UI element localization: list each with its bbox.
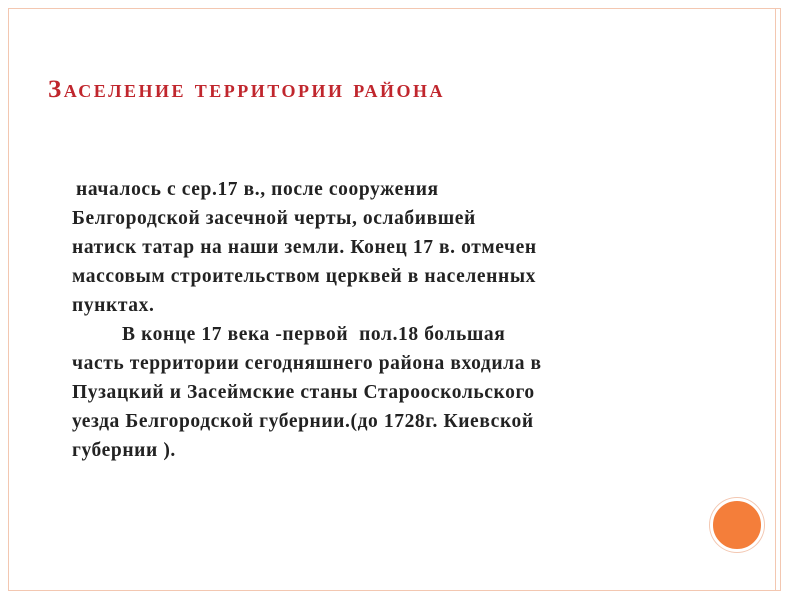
paragraph-1 xyxy=(72,175,712,320)
accent-circle xyxy=(710,498,764,552)
paragraph-2-line: губернии ). xyxy=(72,440,176,461)
slide-body xyxy=(72,175,712,465)
paragraph-1-line: массовым строительством церквей в населенных xyxy=(72,266,536,287)
paragraph-2 xyxy=(72,320,712,465)
paragraph-1-line: пунктах. xyxy=(72,295,155,316)
paragraph-1-line: Белгородской засечной черты, ослабившей xyxy=(72,208,476,229)
paragraph-1-line: началось с сер.17 в., после сооружения xyxy=(76,179,439,200)
paragraph-2-line: часть территории сегодняшнего района входила в xyxy=(72,353,542,374)
slide-title: Заселение территории района xyxy=(48,76,445,103)
paragraph-2-line: В конце 17 века -первой пол.18 большая xyxy=(122,324,506,345)
side-decoration-strip xyxy=(775,8,781,591)
paragraph-2-line: уезда Белгородской губернии.(до 1728г. Киевской xyxy=(72,411,534,432)
paragraph-2-line: Пузацкий и Засеймские станы Старооскольского xyxy=(72,382,535,403)
paragraph-1-line: натиск татар на наши земли. Конец 17 в. отмечен xyxy=(72,237,537,258)
